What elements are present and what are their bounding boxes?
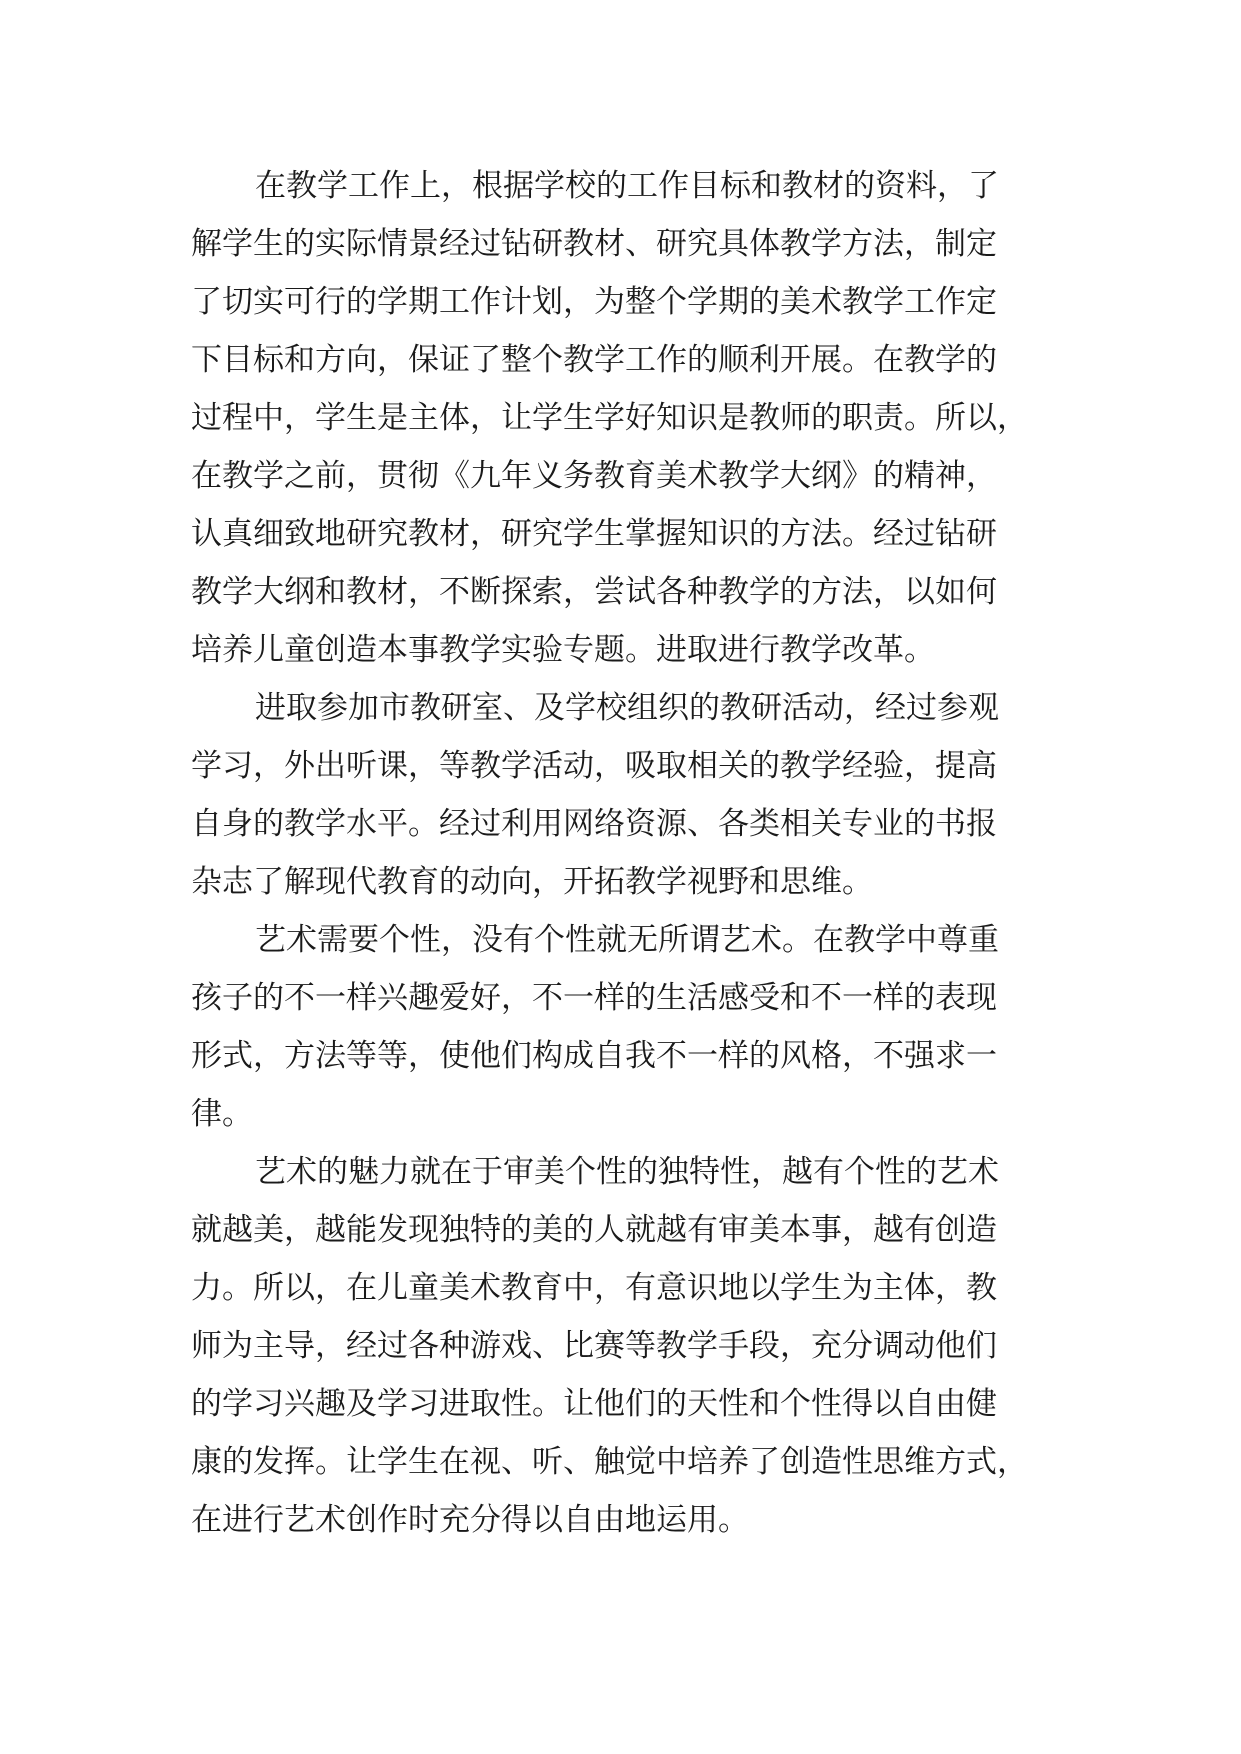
- text-line: 教学大纲和教材，不断探索，尝试各种教学的方法，以如何: [191, 574, 997, 610]
- text-line: 自身的教学水平。经过利用网络资源、各类相关专业的书报: [191, 806, 997, 842]
- text-line: 下目标和方向，保证了整个教学工作的顺利开展。在教学的: [191, 342, 997, 378]
- text-line: 艺术需要个性，没有个性就无所谓艺术。在教学中尊重: [255, 922, 999, 958]
- text-line: 学习，外出听课，等教学活动，吸取相关的教学经验，提高: [191, 748, 997, 784]
- text-line: 康的发挥。让学生在视、听、触觉中培养了创造性思维方式，: [191, 1444, 1028, 1480]
- text-line: 的学习兴趣及学习进取性。让他们的天性和个性得以自由健: [191, 1386, 997, 1422]
- body-text: [191, 157, 1071, 1549]
- text-line: 力。所以，在儿童美术教育中，有意识地以学生为主体，教: [191, 1270, 997, 1306]
- text-line: 了切实可行的学期工作计划，为整个学期的美术教学工作定: [191, 284, 997, 320]
- text-line: 认真细致地研究教材，研究学生掌握知识的方法。经过钻研: [191, 516, 997, 552]
- text-line: 孩子的不一样兴趣爱好，不一样的生活感受和不一样的表现: [191, 980, 997, 1016]
- text-line: 进取参加市教研室、及学校组织的教研活动，经过参观: [255, 690, 999, 726]
- text-line: 过程中，学生是主体，让学生学好知识是教师的职责。所以，: [191, 400, 1028, 436]
- text-line: 培养儿童创造本事教学实验专题。进取进行教学改革。: [191, 632, 935, 668]
- text-line: 杂志了解现代教育的动向，开拓教学视野和思维。: [191, 864, 873, 900]
- text-line: 艺术的魅力就在于审美个性的独特性，越有个性的艺术: [255, 1154, 999, 1190]
- paragraph-research-activities: [191, 679, 1071, 911]
- text-line: 形式，方法等等，使他们构成自我不一样的风格，不强求一: [191, 1038, 997, 1074]
- text-line: 就越美，越能发现独特的美的人就越有审美本事，越有创造: [191, 1212, 997, 1248]
- text-line: 在教学工作上，根据学校的工作目标和教材的资料，了: [255, 168, 999, 204]
- text-line: 在教学之前，贯彻《九年义务教育美术教学大纲》的精神，: [191, 458, 997, 494]
- paragraph-teaching-plan: [191, 157, 1071, 679]
- text-line: 在进行艺术创作时充分得以自由地运用。: [191, 1502, 749, 1538]
- text-line: 解学生的实际情景经过钻研教材、研究具体教学方法，制定: [191, 226, 997, 262]
- text-line: 师为主导，经过各种游戏、比赛等教学手段，充分调动他们: [191, 1328, 997, 1364]
- paragraph-aesthetic-charm: [191, 1143, 1071, 1549]
- text-line: 律。: [191, 1096, 253, 1132]
- paragraph-art-individuality: [191, 911, 1071, 1143]
